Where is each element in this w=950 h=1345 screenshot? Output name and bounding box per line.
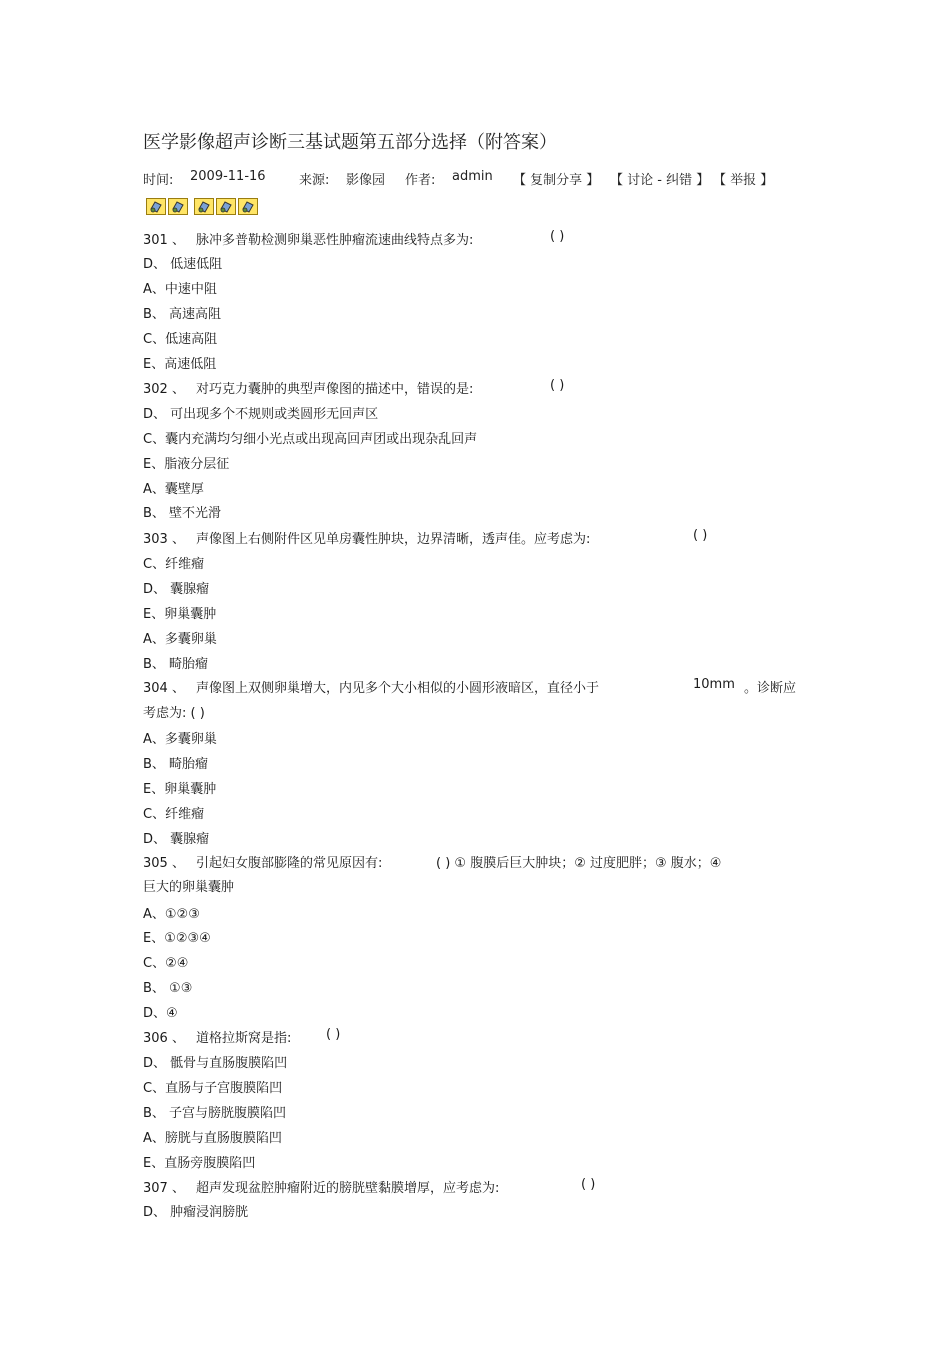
question-number: 306 、 — [143, 1031, 185, 1046]
option: A、多囊卵巢 — [143, 632, 217, 647]
time-value: 2009-11-16 — [190, 169, 266, 184]
page-title: 医学影像超声诊断三基试题第五部分选择（附答案） — [143, 132, 557, 153]
share-icon-1[interactable] — [146, 198, 166, 215]
discuss-link[interactable]: 【 讨论 - 纠错 】 — [610, 173, 710, 188]
question-number: 301 、 — [143, 233, 185, 248]
question-text: 超声发现盆腔肿瘤附近的膀胱壁黏膜增厚，应考虑为: — [196, 1181, 500, 1196]
question-text: 脉冲多普勒检测卵巢恶性肿瘤流速曲线特点多为: — [196, 233, 474, 248]
question-number: 303 、 — [143, 532, 185, 547]
option: A、囊壁厚 — [143, 482, 204, 497]
option: C、直肠与子宫腹膜陷凹 — [143, 1081, 283, 1096]
option: C、纤维瘤 — [143, 807, 205, 822]
share-icon-2[interactable] — [168, 198, 188, 215]
question-text: 声像图上右侧附件区见单房囊性肿块，边界清晰，透声佳。应考虑为: — [196, 532, 591, 547]
option: C、纤维瘤 — [143, 557, 205, 572]
option: D、 囊腺瘤 — [143, 832, 210, 847]
option: D、 囊腺瘤 — [143, 582, 210, 597]
option: B、 畸胎瘤 — [143, 757, 209, 772]
question-text-continued: ( ) ① 腹膜后巨大肿块；② 过度肥胖；③ 腹水；④ — [436, 856, 722, 871]
question-continuation: 巨大的卵巢囊肿 — [143, 880, 235, 895]
report-link[interactable]: 【 举报 】 — [713, 173, 774, 188]
option: E、卵巢囊肿 — [143, 782, 217, 797]
source-label: 来源: — [299, 173, 330, 188]
question-number: 304 、 — [143, 681, 185, 696]
answer-paren: ( ) — [550, 378, 565, 393]
answer-paren: ( ) — [550, 229, 565, 244]
copy-share-link[interactable]: 【 复制分享 】 — [513, 173, 600, 188]
option: A、中速中阻 — [143, 282, 217, 297]
source-value: 影像园 — [346, 173, 386, 188]
option: B、 壁不光滑 — [143, 506, 222, 521]
option: D、 低速低阻 — [143, 257, 223, 272]
option: E、卵巢囊肿 — [143, 607, 217, 622]
question-text-tail: 。诊断应 — [744, 681, 797, 696]
question-text-value: 10mm — [693, 677, 735, 692]
share-icon-5[interactable] — [238, 198, 258, 215]
question-number: 302 、 — [143, 382, 185, 397]
option: A、①②③ — [143, 907, 200, 922]
answer-paren: ( ) — [693, 528, 708, 543]
question-text: 引起妇女腹部膨隆的常见原因有: — [196, 856, 383, 871]
question-number: 307 、 — [143, 1181, 185, 1196]
answer-paren: ( ) — [581, 1177, 596, 1192]
option: D、④ — [143, 1006, 178, 1021]
option: B、 畸胎瘤 — [143, 657, 209, 672]
option: D、 骶骨与直肠腹膜陷凹 — [143, 1056, 288, 1071]
option: A、膀胱与直肠腹膜陷凹 — [143, 1131, 282, 1146]
question-text: 道格拉斯窝是指: — [196, 1031, 292, 1046]
option: C、低速高阻 — [143, 332, 218, 347]
option: E、①②③④ — [143, 931, 211, 946]
question-number: 305 、 — [143, 856, 185, 871]
time-label: 时间: — [143, 173, 174, 188]
option: A、多囊卵巢 — [143, 732, 217, 747]
share-toolbar — [146, 198, 258, 215]
option: C、囊内充满均匀细小光点或出现高回声团或出现杂乱回声 — [143, 432, 478, 447]
share-icon-4[interactable] — [216, 198, 236, 215]
option: B、 ①③ — [143, 981, 193, 996]
option: B、 高速高阻 — [143, 307, 222, 322]
option: C、②④ — [143, 956, 189, 971]
author-value: admin — [452, 169, 493, 184]
option: E、脂液分层征 — [143, 457, 230, 472]
option: E、高速低阻 — [143, 357, 217, 372]
answer-paren: ( ) — [326, 1027, 341, 1042]
question-text: 声像图上双侧卵巢增大，内见多个大小相似的小圆形液暗区，直径小于 — [196, 681, 600, 696]
option: D、 可出现多个不规则或类圆形无回声区 — [143, 407, 379, 422]
share-icon-3[interactable] — [194, 198, 214, 215]
question-text: 对巧克力囊肿的典型声像图的描述中，错误的是: — [196, 382, 474, 397]
option: D、 肿瘤浸润膀胱 — [143, 1205, 249, 1220]
author-label: 作者: — [405, 173, 436, 188]
question-continuation: 考虑为: ( ) — [143, 706, 205, 721]
option: E、直肠旁腹膜陷凹 — [143, 1156, 256, 1171]
option: B、 子宫与膀胱腹膜陷凹 — [143, 1106, 287, 1121]
